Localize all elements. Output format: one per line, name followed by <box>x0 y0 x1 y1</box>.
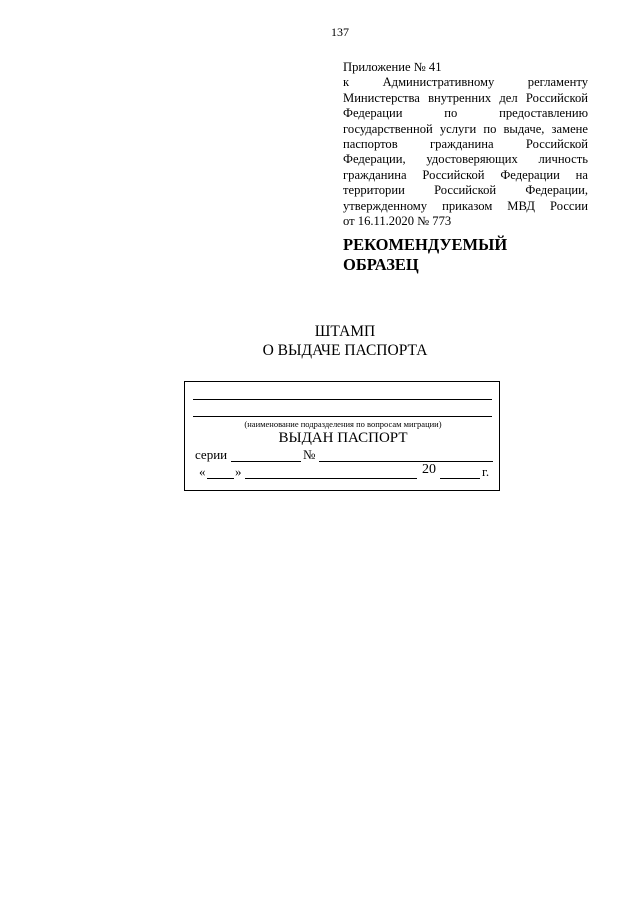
number-blank-line <box>319 461 493 462</box>
appendix-line: Приложение № 41 <box>343 60 442 74</box>
recommended-sample-heading <box>343 235 507 275</box>
appendix-header <box>343 60 588 229</box>
appendix-line: от 16.11.2020 № 773 <box>343 214 452 229</box>
year-blank-line <box>440 478 480 479</box>
day-blank-line <box>207 478 234 479</box>
appendix-line: паспортов гражданина Российской <box>343 137 588 152</box>
series-blank-line <box>231 461 301 462</box>
stamp-subtitle: О ВЫДАЧЕ ПАСПОРТА <box>262 342 428 359</box>
appendix-line: территории Российской Федерации, <box>343 183 588 198</box>
number-label: № <box>303 447 316 462</box>
recommended-line: РЕКОМЕНДУЕМЫЙ <box>343 235 508 254</box>
series-label: серии <box>195 447 228 462</box>
passport-issued-label: ВЫДАН ПАСПОРТ <box>278 430 408 446</box>
department-caption: (наименование подразделения по вопросам миграции) <box>244 419 442 429</box>
day-quote-close: » <box>235 464 242 479</box>
appendix-line: утвержденному приказом МВД России <box>343 198 588 213</box>
stamp-title: ШТАМП <box>314 323 376 340</box>
appendix-line: Федерации, удостоверяющих личность <box>343 152 588 167</box>
passport-issue-stamp <box>184 381 500 491</box>
appendix-line: Министерства внутренних дел Российской <box>343 90 588 105</box>
appendix-line: государственной услуги по выдаче, замене <box>343 121 588 136</box>
page-number: 137 <box>331 25 349 39</box>
appendix-line: к Административному регламенту <box>343 75 588 90</box>
month-blank-line <box>245 478 417 479</box>
sample-line: ОБРАЗЕЦ <box>343 255 419 274</box>
appendix-line: Федерации по предоставлению <box>343 106 588 121</box>
department-blank-line <box>193 399 492 400</box>
appendix-line: гражданина Российской Федерации на <box>343 167 588 182</box>
day-quote-open: « <box>199 464 206 479</box>
year-suffix: г. <box>482 464 490 479</box>
year-prefix: 20 <box>422 462 436 477</box>
department-blank-line <box>193 416 492 417</box>
